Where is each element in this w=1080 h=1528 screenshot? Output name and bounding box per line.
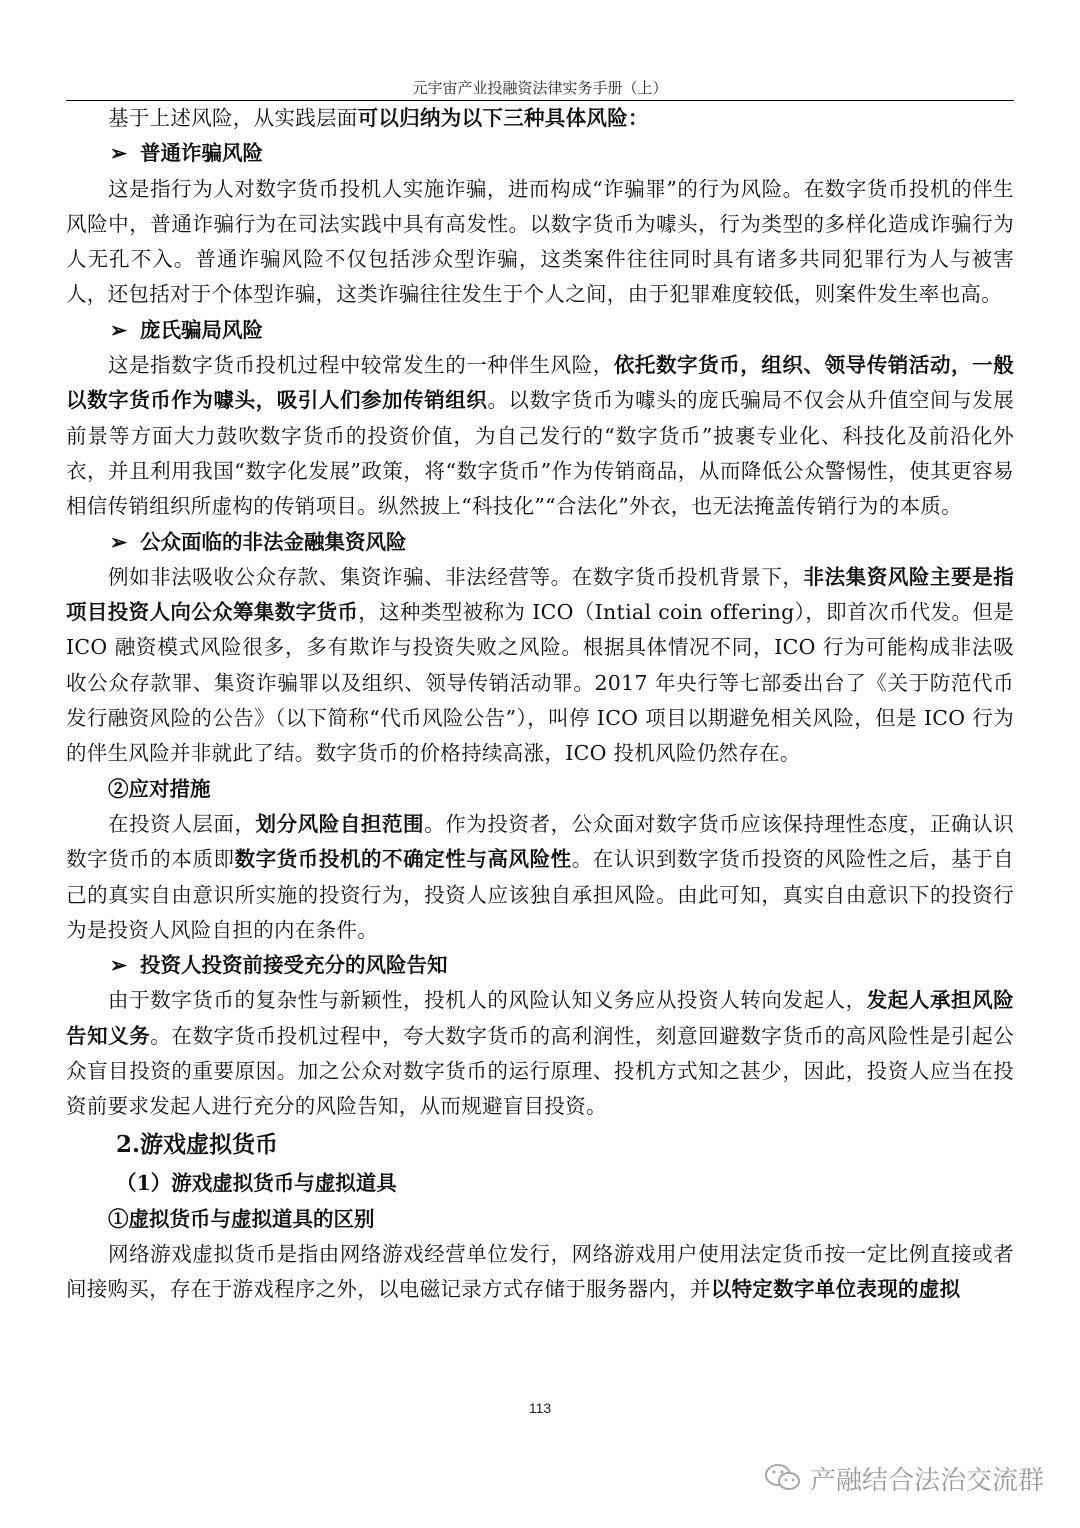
- running-header: 元宇宙产业投融资法律实务手册（上）: [412, 79, 668, 97]
- risk2-text-a: 这是指数字货币投机过程中较常发生的一种伴生风险，: [108, 353, 614, 378]
- section2-heading: 2.游戏虚拟货币: [116, 1130, 279, 1158]
- risk2-paragraph: [66, 348, 1014, 524]
- risk3-heading: [66, 525, 1014, 560]
- notice-text-b: 。在数字货币投机过程中，夸大数字货币的高利润性，刻意回避数字货币的高风险性是引起公众盲目投资的重要原因。加之公众对数字货币的运行原理、投机方式知之甚少，因此，投资人应当在投资前要求发起人进行充分的风险告知，从而规避盲目投资。: [66, 1023, 1014, 1119]
- risk3-text-b: ，这种类型被称为 ICO（Intial coin offering），即首次币代发。但是 ICO 融资模式风险很多，多有欺诈与投资失败之风险。根据具体情况不同，ICO 行为可能构成非法吸收公众存款罪、集资诈骗罪以及组织、领导传销活动罪。2017 年央行等七部委出台了《关于防范代币发行融资风险的公告》（以下简称“代币风险公告”），叫停 ICO 项目以期避免相关风险，但是 ICO 行为的伴生风险并非就此了结。数字货币的价格持续高涨，ICO 投机风险仍然存在。: [66, 600, 1014, 766]
- section2-subsubheading: ①虚拟货币与虚拟道具的区别: [108, 1206, 375, 1231]
- notice-heading: [66, 948, 1014, 983]
- risk3-bold-text: 非法集资风险主要是指项目投资人向公众筹集数字货币: [66, 564, 1014, 625]
- page-body: [66, 101, 1014, 1307]
- wechat-icon: [764, 1462, 802, 1494]
- risk2-text-b: 。以数字货币为噱头的庞氏骗局不仅会从升值空间与发展前景等方面大力鼓吹数字货币的投资价值，为自己发行的“数字货币”披裹专业化、科技化及前沿化外衣，并且利用我国“数字化发展”政策，将“数字货币”作为传销商品，从而降低公众警惕性，使其更容易相信传销组织所虚构的传销项目。纵然披上“科技化”“合法化”外衣，也无法掩盖传销行为的本质。: [66, 388, 1014, 519]
- risk1-paragraph: 这是指行为人对数字货币投机人实施诈骗，进而构成“诈骗罪”的行为风险。在数字货币投机的伴生风险中，普通诈骗行为在司法实践中具有高发性。以数字货币为噱头，行为类型的多样化造成诈骗行为人无孔不入。普通诈骗风险不仅包括涉众型诈骗，这类案件往往同时具有诸多共同犯罪行为人与被害人，还包括对于个体型诈骗，这类诈骗往往发生于个人之间，由于犯罪难度较低，则案件发生率也高。: [66, 176, 1014, 307]
- risk3-paragraph: [66, 560, 1014, 772]
- section2-text-a: 网络游戏虚拟货币是指由网络游戏经营单位发行，网络游戏用户使用法定货币按一定比例直接或者间接购买，存在于游戏程序之外，以电磁记录方式存储于服务器内，并: [66, 1241, 1014, 1301]
- measures-paragraph: [66, 807, 1014, 948]
- intro-bold-text: 可以归纳为以下三种具体风险：: [357, 106, 649, 130]
- section2-subheading: （1）游戏虚拟货币与虚拟道具: [116, 1170, 397, 1195]
- page-number: 113: [528, 1400, 552, 1416]
- risk2-title: 庞氏骗局风险: [140, 317, 263, 342]
- intro-text: 基于上述风险，从实践层面: [108, 106, 358, 130]
- notice-text-a: 由于数字货币的复杂性与新颖性，投机人的风险认知义务应从投资人转向发起人，: [108, 988, 867, 1013]
- measures-bold-b: 数字货币投机的不确定性与高风险性: [234, 847, 572, 872]
- section2-paragraph: [66, 1237, 1014, 1308]
- measures-bold-a: 划分风险自担范围: [255, 811, 425, 836]
- measures-text-b: 。作为投资者，公众面对数字货币应该保持理性态度，正确认识数字货币的本质即: [66, 811, 1014, 872]
- notice-title: 投资人投资前接受充分的风险告知: [140, 953, 448, 978]
- risk1-title: 普通诈骗风险: [140, 141, 263, 166]
- risk2-bold-text: 依托数字货币，组织、领导传销活动，一般以数字货币作为噱头，吸引人们参加传销组织: [66, 353, 1014, 413]
- measures-text-a: 在投资人层面，: [108, 811, 256, 836]
- notice-paragraph: [66, 983, 1014, 1124]
- notice-bold-text: 发起人承担风险告知义务: [66, 988, 1014, 1048]
- bullet-arrow-icon: ➢: [110, 529, 128, 554]
- section2-bold-text: 以特定数字单位表现的虚拟: [710, 1276, 961, 1301]
- intro-paragraph: [66, 101, 1014, 136]
- bullet-arrow-icon: ➢: [110, 953, 128, 978]
- risk3-title: 公众面临的非法金融集资风险: [140, 529, 407, 554]
- risk1-heading: [66, 136, 1014, 171]
- measures-heading: ②应对措施: [108, 776, 211, 801]
- measures-text-c: 。在认识到数字货币投资的风险性之后，基于自己的真实自由意识所实施的投资行为，投资人应该独自承担风险。由此可知，真实自由意识下的投资行为是投资人风险自担的内在条件。: [66, 847, 1014, 942]
- watermark: [764, 1458, 1044, 1498]
- watermark-text: 产融结合法治交流群: [809, 1465, 1044, 1496]
- bullet-arrow-icon: ➢: [110, 141, 128, 166]
- bullet-arrow-icon: ➢: [110, 317, 128, 342]
- risk2-heading: [66, 313, 1014, 348]
- risk3-text-a: 例如非法吸收公众存款、集资诈骗、非法经营等。在数字货币投机背景下，: [108, 564, 804, 589]
